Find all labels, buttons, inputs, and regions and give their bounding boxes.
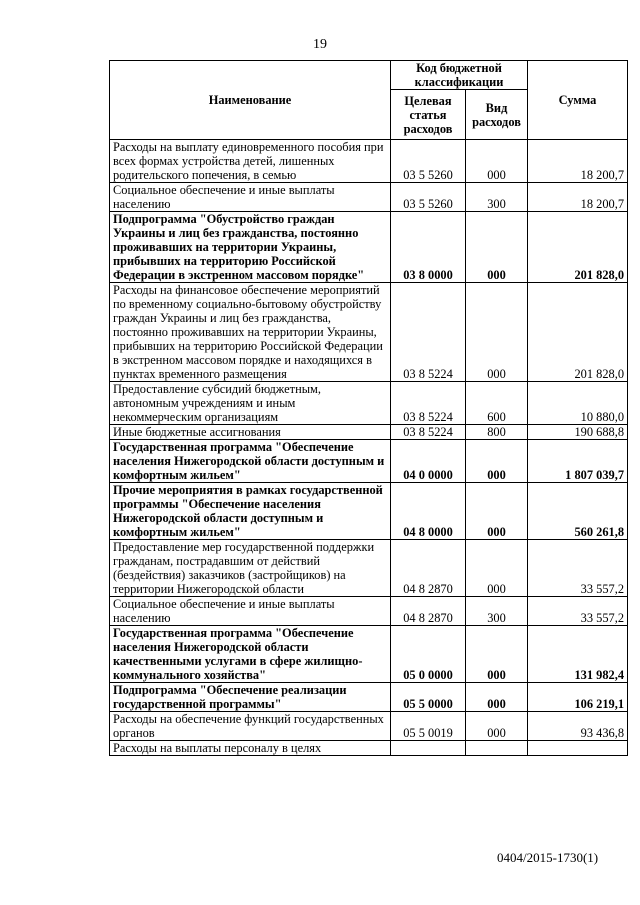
row-sum: 33 557,2: [528, 597, 628, 626]
header-kind: Вид расходов: [466, 90, 528, 140]
row-target-code: 03 8 5224: [391, 425, 466, 440]
row-sum: 33 557,2: [528, 540, 628, 597]
table-row: [110, 382, 628, 425]
row-name: Расходы на финансовое обеспечение мероприятий по временному социально-бытовому обустройству граждан Украины и лиц без гражданства, постоянно проживавших на территории Украины, прибывших на территорию Российской Федерации в экстренном массовом порядке и находящихся в пунктах временного размещения: [110, 283, 391, 382]
table-row: [110, 425, 628, 440]
row-target-code: 04 8 2870: [391, 597, 466, 626]
table-row: [110, 712, 628, 741]
row-kind-code: 000: [466, 626, 528, 683]
row-name: Социальное обеспечение и иные выплаты населению: [110, 183, 391, 212]
row-name: Предоставление мер государственной поддержки гражданам, пострадавшим от действий (бездействия) заказчиков (застройщиков) на территории Нижегородской области: [110, 540, 391, 597]
budget-table: [109, 60, 628, 756]
table-row: [110, 183, 628, 212]
row-kind-code: 000: [466, 440, 528, 483]
table-row: [110, 440, 628, 483]
row-name: Расходы на обеспечение функций государственных органов: [110, 712, 391, 741]
table-header: [110, 61, 628, 140]
row-target-code: 03 8 0000: [391, 212, 466, 283]
row-target-code: 04 8 2870: [391, 540, 466, 597]
header-code-group: Код бюджетной классификации: [391, 61, 528, 90]
row-kind-code: 000: [466, 212, 528, 283]
row-kind-code: 300: [466, 183, 528, 212]
row-name: Расходы на выплаты персоналу в целях: [110, 741, 391, 756]
row-kind-code: 800: [466, 425, 528, 440]
row-name: Расходы на выплату единовременного пособия при всех формах устройства детей, лишенных родительского попечения, в семью: [110, 140, 391, 183]
row-kind-code: 000: [466, 483, 528, 540]
row-target-code: 05 5 0019: [391, 712, 466, 741]
row-name: Предоставление субсидий бюджетным, автономным учреждениям и иным некоммерческим организациям: [110, 382, 391, 425]
table-row: [110, 140, 628, 183]
row-name: Прочие мероприятия в рамках государственной программы "Обеспечение населения Нижегородской области доступным и комфортным жильем": [110, 483, 391, 540]
row-target-code: 03 8 5224: [391, 382, 466, 425]
row-target-code: 05 5 0000: [391, 683, 466, 712]
row-kind-code: 000: [466, 283, 528, 382]
table-row: [110, 597, 628, 626]
row-sum: 131 982,4: [528, 626, 628, 683]
row-sum: 201 828,0: [528, 212, 628, 283]
table-row: [110, 283, 628, 382]
row-kind-code: 000: [466, 712, 528, 741]
table-body: [110, 140, 628, 756]
header-target: Целевая статья расходов: [391, 90, 466, 140]
row-target-code: 04 0 0000: [391, 440, 466, 483]
row-sum: 560 261,8: [528, 483, 628, 540]
row-name: Подпрограмма "Обеспечение реализации государственной программы": [110, 683, 391, 712]
row-name: Иные бюджетные ассигнования: [110, 425, 391, 440]
document-code: 0404/2015-1730(1): [497, 850, 599, 865]
row-target-code: 03 8 5224: [391, 283, 466, 382]
row-name: Государственная программа "Обеспечение населения Нижегородской области качественными услугами в сфере жилищно-коммунального хозяйства": [110, 626, 391, 683]
row-kind-code: 000: [466, 540, 528, 597]
row-target-code: 04 8 0000: [391, 483, 466, 540]
row-sum: 18 200,7: [528, 183, 628, 212]
header-name: Наименование: [110, 61, 391, 140]
page-number: 19: [313, 37, 327, 52]
row-name: Государственная программа "Обеспечение населения Нижегородской области доступным и комфортным жильем": [110, 440, 391, 483]
row-sum: 18 200,7: [528, 140, 628, 183]
row-target-code: [391, 741, 466, 756]
row-kind-code: [466, 741, 528, 756]
row-sum: 10 880,0: [528, 382, 628, 425]
row-sum: [528, 741, 628, 756]
row-target-code: 03 5 5260: [391, 140, 466, 183]
row-target-code: 03 5 5260: [391, 183, 466, 212]
row-kind-code: 600: [466, 382, 528, 425]
table-row: [110, 212, 628, 283]
row-sum: 190 688,8: [528, 425, 628, 440]
row-sum: 106 219,1: [528, 683, 628, 712]
row-target-code: 05 0 0000: [391, 626, 466, 683]
row-name: Социальное обеспечение и иные выплаты населению: [110, 597, 391, 626]
row-sum: 1 807 039,7: [528, 440, 628, 483]
row-sum: 201 828,0: [528, 283, 628, 382]
table-row: [110, 540, 628, 597]
row-sum: 93 436,8: [528, 712, 628, 741]
table-row: [110, 741, 628, 756]
row-kind-code: 000: [466, 140, 528, 183]
header-sum: Сумма: [528, 61, 628, 140]
row-kind-code: 000: [466, 683, 528, 712]
table-row: [110, 483, 628, 540]
row-name: Подпрограмма "Обустройство граждан Украины и лиц без гражданства, постоянно проживавших на территории Украины, прибывших на территорию Российской Федерации в экстренном массовом порядке": [110, 212, 391, 283]
row-kind-code: 300: [466, 597, 528, 626]
table-row: [110, 683, 628, 712]
table-row: [110, 626, 628, 683]
